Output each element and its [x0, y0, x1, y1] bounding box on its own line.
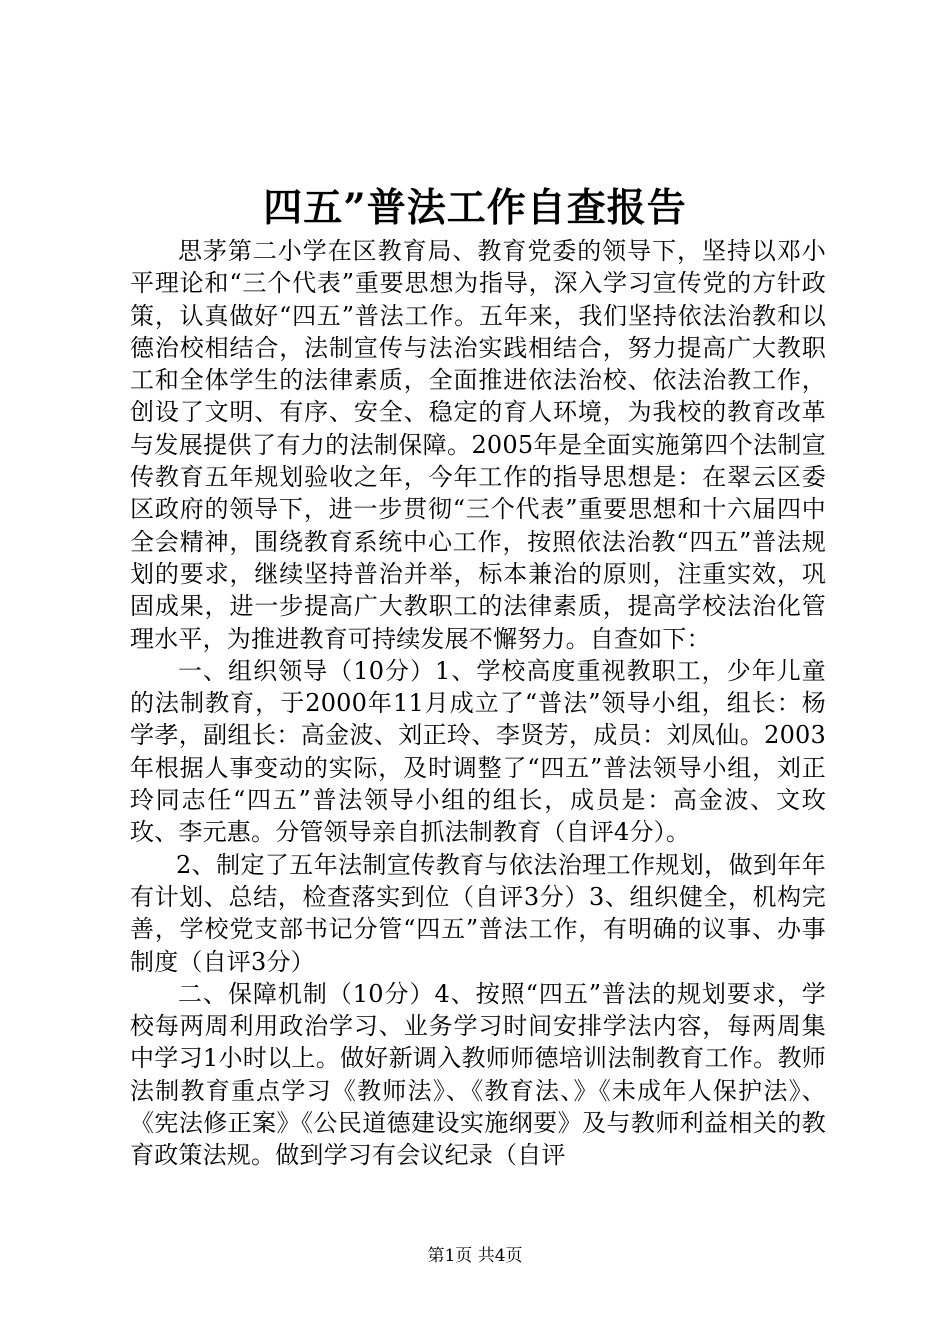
document-body	[130, 235, 826, 1172]
page-number-footer: 第1页 共4页	[427, 1246, 523, 1266]
paragraph-planning: 2、制定了五年法制宣传教育与依法治理工作规划，做到年年有计划、总结，检查落实到位（自评3分）3、组织健全，机构完善，学校党支部书记分管“四五”普法工作，有明确的议事、办事制度（自评3分）	[130, 850, 826, 976]
paragraph-organization: 一、组织领导（10分）1、学校高度重视教职工，少年儿童的法制教育，于2000年11月成立了“普法”领导小组，组长：杨学孝，副组长：高金波、刘正玲、李贤芳，成员：刘凤仙。2003年根据人事变动的实际，及时调整了“四五”普法领导小组，刘正玲同志任“四五”普法领导小组的组长，成员是：高金波、文玫玫、李元惠。分管领导亲自抓法制教育（自评4分）。	[130, 656, 826, 847]
paragraph-intro: 思茅第二小学在区教育局、教育党委的领导下，坚持以邓小平理论和“三个代表”重要思想为指导，深入学习宣传党的方针政策，认真做好“四五”普法工作。五年来，我们坚持依法治教和以德治校相结合，法制宣传与法治实践相结合，努力提高广大教职工和全体学生的法律素质，全面推进依法治校、依法治教工作，创设了文明、有序、安全、稳定的育人环境，为我校的教育改革与发展提供了有力的法制保障。2005年是全面实施第四个法制宣传教育五年规划验收之年，今年工作的指导思想是：在翠云区委区政府的领导下，进一步贯彻“三个代表”重要思想和十六届四中全会精神，围绕教育系统中心工作，按照依法治教“四五”普法规划的要求，继续坚持普治并举，标本兼治的原则，注重实效，巩固成果，进一步提高广大教职工的法律素质，提高学校法治化管理水平，为推进教育可持续发展不懈努力。自查如下：	[130, 237, 826, 653]
document-title: 四五”普法工作自查报告	[263, 185, 687, 231]
paragraph-guarantee: 二、保障机制（10分）4、按照“四五”普法的规划要求，学校每两周利用政治学习、业务学习时间安排学法内容，每两周集中学习1小时以上。做好新调入教师师德培训法制教育工作。教师法制教育重点学习《教师法》、《教育法、》《未成年人保护法》、《宪法修正案》《公民道德建设实施纲要》及与教师利益相关的教育政策法规。做到学习有会议纪录（自评	[130, 979, 826, 1170]
